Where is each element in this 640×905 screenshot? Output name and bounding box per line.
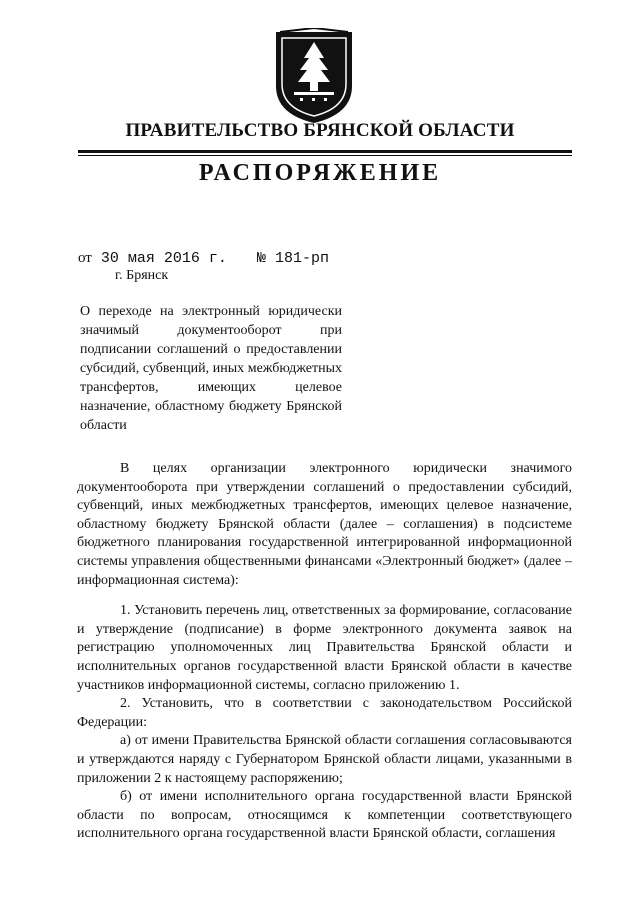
preamble-paragraph: В целях организации электронного юридически значимого документооборота при утверждении соглашений о предоставлении субсидий, субвенций, иных межбюджетных трансфертов, имеющих целевое назначение, областному бюджету Брянской области (далее – соглашения) в подсистеме бюджетного планирования государственной интегрированной информационной системы управления общественными финансами «Электронный бюджет» (далее – информационная система): (77, 461, 572, 588)
document-subject: О переходе на электронный юридически значимый документооборот при подписании соглашений о предоставлении субсидий, субвенций, иных межбюджетных трансфертов, имеющих целевое назначение, областному бюджету Брянской области (80, 304, 342, 433)
item-1-paragraph: 1. Установить перечень лиц, ответственных за формирование, согласование и утверждение (подписание) в форме электронного документа заявок на регистрацию уполномоченных лиц Правительства Брянской области и исполнительных органов государственной власти Брянской области в качестве участников информационной системы, согласно приложению 1. (77, 603, 572, 693)
item-2a-paragraph: а) от имени Правительства Брянской области соглашения согласовываются и утверждаются наряду с Губернатором Брянской области лицами, указанными в приложении 2 к настоящему распоряжению; (77, 733, 572, 786)
organization-name: ПРАВИТЕЛЬСТВО БРЯНСКОЙ ОБЛАСТИ (125, 120, 515, 141)
header-rule-thick (78, 150, 572, 153)
document-type-title: РАСПОРЯЖЕНИЕ (198, 160, 442, 186)
document-body (77, 460, 572, 844)
header-rule-thin (78, 155, 572, 156)
document-number: № 181-рп (257, 250, 330, 267)
document-date: 30 мая 2016 г. (100, 250, 227, 267)
item-2b-paragraph: б) от имени исполнительного органа государственной власти Брянской области по вопросам, относящимся к компетенции соответствующего исполнительного органа государственной власти Брянской области, соглашения (77, 789, 572, 842)
date-prefix: от (78, 250, 92, 266)
document-date-line (78, 250, 227, 267)
coat-of-arms-emblem (272, 28, 356, 126)
document-city: г. Брянск (115, 268, 169, 283)
item-2-paragraph: 2. Установить, что в соответствии с законодательством Российской Федерации: (77, 696, 572, 730)
